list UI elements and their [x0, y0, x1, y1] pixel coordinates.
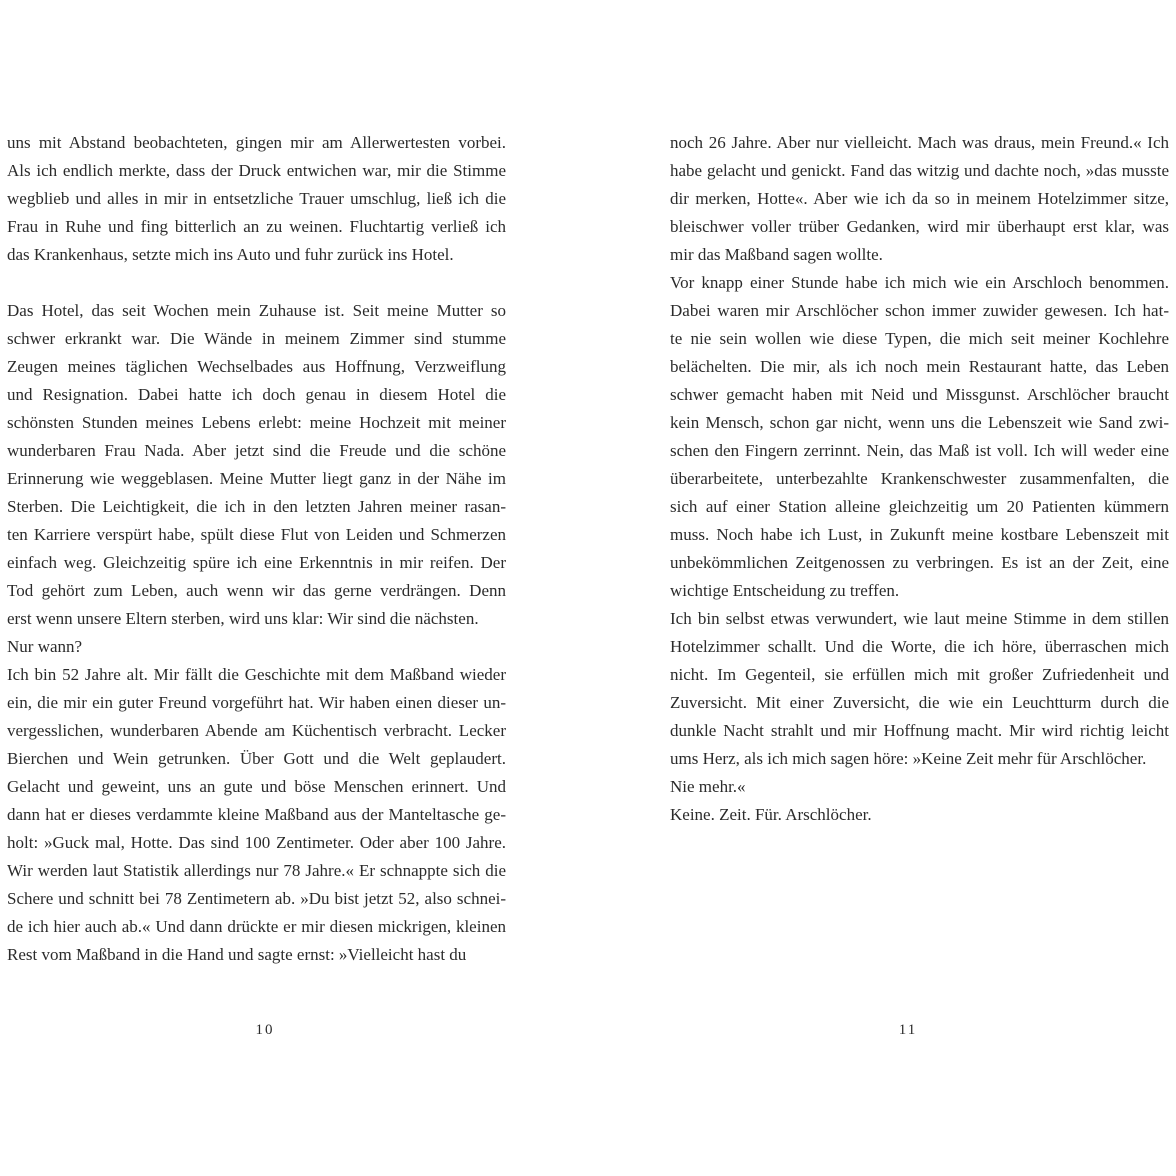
text-line: kein Mensch, schon gar nicht, wenn uns die Lebenszeit wie Sand zwi- [670, 413, 1169, 432]
text-line: schwer gemacht haben mit Neid und Missgunst. Arschlöcher braucht [670, 385, 1169, 404]
text-line: dir merken, Hotte«. Aber wie ich da so in meinem Hotelzimmer sitze, [670, 189, 1169, 208]
text-line: das Krankenhaus, setzte mich ins Auto und fuhr zurück ins Hotel. [7, 245, 454, 264]
text-line: Sterben. Die Leichtigkeit, die ich in den letzten Jahren meiner rasan- [7, 497, 506, 516]
text-line: Ich bin selbst etwas verwundert, wie laut meine Stimme in dem stillen [670, 609, 1169, 628]
text-line: dunkle Nacht strahlt und mir Hoffnung macht. Mir wird richtig leicht [670, 721, 1169, 740]
text-line: einfach weg. Gleichzeitig spüre ich eine Erkenntnis in mir reifen. Der [7, 553, 506, 572]
text-line: ten Karriere verspürt habe, spült diese Flut von Leiden und Schmerzen [7, 525, 506, 544]
text-line: uns mit Abstand beobachteten, gingen mir am Allerwertesten vorbei. [7, 133, 506, 152]
text-line: Rest vom Maßband in die Hand und sagte ernst: »Vielleicht hast du [7, 945, 467, 964]
text-line: Nie mehr.« [670, 777, 746, 796]
text-line: Zeugen meines täglichen Wechselbades aus Hoffnung, Verzweiflung [7, 357, 506, 376]
text-line: Dabei waren mir Arschlöcher schon immer zuwider gewesen. Ich hat- [670, 301, 1169, 320]
text-line: Das Hotel, das seit Wochen mein Zuhause ist. Seit meine Mutter so [7, 301, 506, 320]
text-line: Wir werden laut Statistik allerdings nur 78 Jahre.« Er schnappte sich die [7, 861, 506, 880]
text-line: dann hat er dieses verdammte kleine Maßband aus der Manteltasche ge- [7, 805, 506, 824]
text-line: Schere und schnitt bei 78 Zentimetern ab. »Du bist jetzt 52, also schnei- [7, 889, 506, 908]
text-line: Als ich endlich merkte, dass der Druck entwichen war, mir die Stimme [7, 161, 506, 180]
text-line: holt: »Guck mal, Hotte. Das sind 100 Zentimeter. Oder aber 100 Jahre. [7, 833, 506, 852]
text-line: sich auf einer Station alleine gleichzeitig um 20 Patienten kümmern [670, 497, 1169, 516]
text-line: bleischwer voller trüber Gedanken, wird mir überhaupt erst klar, was [670, 217, 1169, 236]
text-line: Gelacht und geweint, uns an gute und böse Menschen erinnert. Und [7, 777, 506, 796]
text-line: und Resignation. Dabei hatte ich doch genau in diesem Hotel die [7, 385, 506, 404]
text-line: mir das Maßband sagen wollte. [670, 245, 883, 264]
text-line: te nie sein wollen wie diese Typen, die mich seit meiner Kochlehre [670, 329, 1169, 348]
page-number-right: 11 [898, 1022, 918, 1038]
text-line: Frau in Ruhe und fing bitterlich an zu weinen. Fluchtartig verließ ich [7, 217, 506, 236]
text-line: Vor knapp einer Stunde habe ich mich wie ein Arschloch benommen. [670, 273, 1169, 292]
text-line: überarbeitete, unterbezahlte Krankenschwester zusammenfalten, die [670, 469, 1169, 488]
text-line: schen den Fingern zerrinnt. Nein, das Maß ist voll. Ich will weder eine [670, 441, 1169, 460]
text-line: ein, die mir ein guter Freund vorgeführt hat. Wir haben einen dieser un- [7, 693, 506, 712]
text-line: wunderbaren Frau Nada. Aber jetzt sind die Freude und die schöne [7, 441, 506, 460]
text-line: Ich bin 52 Jahre alt. Mir fällt die Geschichte mit dem Maßband wieder [7, 665, 506, 684]
paragraph-gap [7, 269, 506, 297]
text-line: Bierchen und Wein getrunken. Über Gott und die Welt geplaudert. [7, 749, 506, 768]
text-line: wichtige Entscheidung zu treffen. [670, 581, 900, 600]
text-line: vergesslichen, wunderbaren Abende am Küchentisch verbracht. Lecker [7, 721, 506, 740]
text-line: Zuversicht. Mit einer Zuversicht, die wie ein Leuchtturm durch die [670, 693, 1169, 712]
page-number-left: 10 [255, 1022, 275, 1038]
left-page [7, 129, 506, 969]
text-line: Keine. Zeit. Für. Arschlöcher. [670, 805, 872, 824]
text-line: Hotelzimmer schallt. Und die Worte, die ich höre, überraschen mich [670, 637, 1169, 656]
text-line: Nur wann? [7, 637, 83, 656]
text-line: schwer erkrankt war. Die Wände in meinem Zimmer sind stumme [7, 329, 506, 348]
text-line: belächelten. Die mir, als ich noch mein Restaurant hatte, das Leben [670, 357, 1169, 376]
right-page [670, 129, 1169, 829]
text-line: erst wenn unsere Eltern sterben, wird uns klar: Wir sind die nächsten. [7, 609, 479, 628]
text-line: habe gelacht und genickt. Fand das witzig und dachte noch, »das musste [670, 161, 1169, 180]
text-line: nicht. Im Gegenteil, sie erfüllen mich mit großer Zufriedenheit und [670, 665, 1169, 684]
text-line: de ich hier auch ab.« Und dann drückte er mir diesen mickrigen, kleinen [7, 917, 506, 936]
text-line: muss. Noch habe ich Lust, in Zukunft meine kostbare Lebenszeit mit [670, 525, 1169, 544]
text-line: Tod gehört zum Leben, auch wenn wir das gerne verdrängen. Denn [7, 581, 506, 600]
text-line: noch 26 Jahre. Aber nur vielleicht. Mach was draus, mein Freund.« Ich [670, 133, 1169, 152]
text-line: ums Herz, als ich mich sagen höre: »Keine Zeit mehr für Arschlöcher. [670, 749, 1147, 768]
text-line: unbekömmlichen Zeitgenossen zu verbringen. Es ist an der Zeit, eine [670, 553, 1169, 572]
text-line: schönsten Stunden meines Lebens erlebt: meine Hochzeit mit meiner [7, 413, 506, 432]
text-line: wegblieb und alles in mir in entsetzliche Trauer umschlug, ließ ich die [7, 189, 506, 208]
text-line: Erinnerung wie weggeblasen. Meine Mutter liegt ganz in der Nähe im [7, 469, 506, 488]
